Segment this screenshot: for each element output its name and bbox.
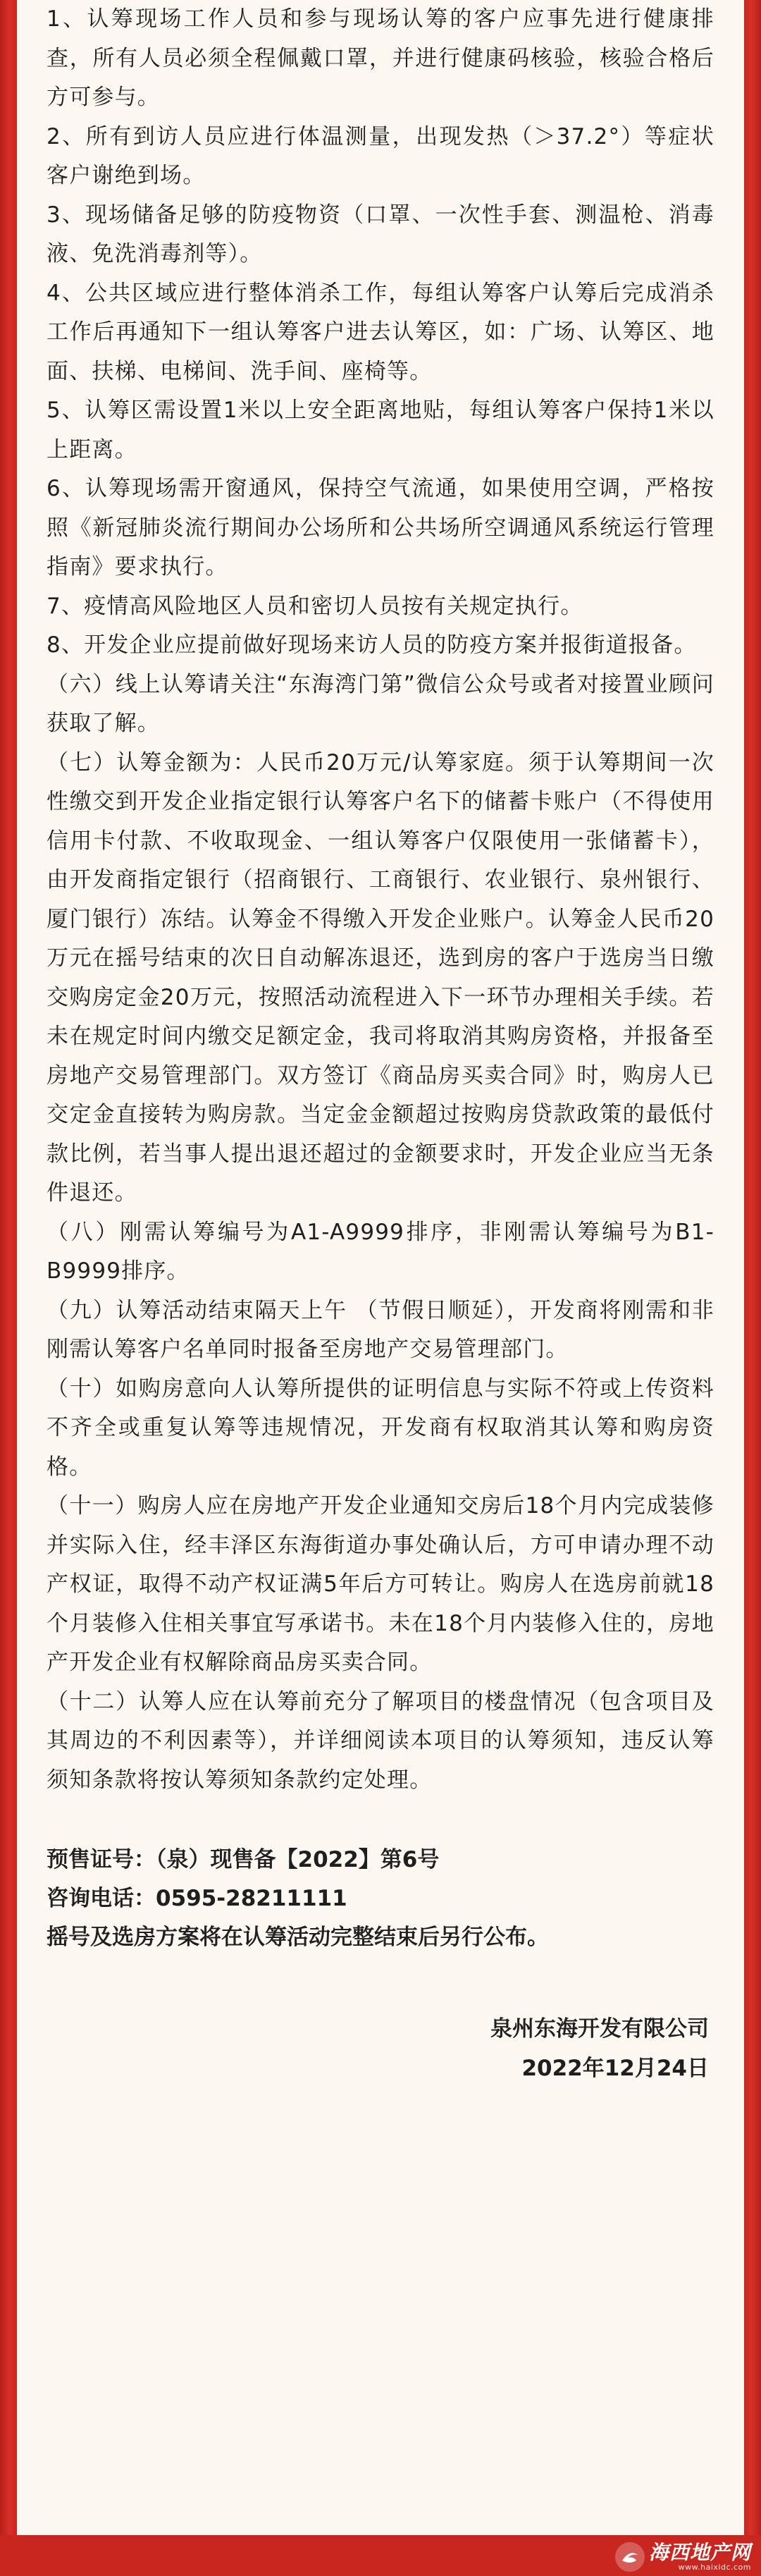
notice-paragraph: 1、认筹现场工作人员和参与现场认筹的客户应事先进行健康排查，所有人员必须全程佩戴口罩，并进行健康码核验，核验合格后方可参与。 <box>47 6 714 110</box>
notice-paragraph: （九）认筹活动结束隔天上午 （节假日顺延），开发商将刚需和非刚需认筹客户名单同时报备至房地产交易管理部门。 <box>47 1297 714 1362</box>
signature-block <box>47 2009 714 2088</box>
watermark-site-name: 海西地产网 <box>648 2541 751 2564</box>
notice-paragraph: （六）线上认筹请关注“东海湾门第”微信公众号或者对接置业顾问获取了解。 <box>47 671 714 736</box>
lottery-notice: 摇号及选房方案将在认筹活动完整结束后另行公布。 <box>47 1925 549 1950</box>
notice-paragraph: 4、公共区域应进行整体消杀工作，每组认筹客户认筹后完成消杀工作后再通知下一组认筹客户进去认筹区，如：广场、认筹区、地面、扶梯、电梯间、洗手间、座椅等。 <box>47 280 714 384</box>
notice-paragraph: 2、所有到访人员应进行体温测量，出现发热（＞37.2°）等症状客户谢绝到场。 <box>47 123 714 188</box>
notice-paragraph: （十）如购房意向人认筹所提供的证明信息与实际不符或上传资料不齐全或重复认筹等违规情况，开发商有权取消其认筹和购房资格。 <box>47 1375 714 1480</box>
notice-paragraph: （十一）购房人应在房地产开发企业通知交房后18个月内完成装修并实际入住，经丰泽区东海街道办事处确认后，方可申请办理不动产权证，取得不动产权证满5年后方可转让。购房人在选房前就18个月装修入住相关事宜写承诺书。未在18个月内装修入住的，房地产开发企业有权解除商品房买卖合同。 <box>47 1493 714 1675</box>
notice-paragraph: （八）刚需认筹编号为A1-A9999排序，非刚需认筹编号为B1-B9999排序。 <box>47 1219 714 1284</box>
contact-info-block <box>47 1841 714 1957</box>
presale-certificate: 预售证号：（泉）现售备【2022】第6号 <box>47 1847 440 1872</box>
notice-paragraph: 7、疫情高风险地区人员和密切人员按有关规定执行。 <box>47 593 583 619</box>
document-paper <box>17 0 744 2535</box>
site-watermark <box>615 2542 751 2572</box>
watermark-logo-icon <box>615 2542 645 2572</box>
notice-paragraph: 8、开发企业应提前做好现场来访人员的防疫方案并报街道报备。 <box>47 632 697 658</box>
notice-paragraph: 5、认筹区需设置1米以上安全距离地贴，每组认筹客户保持1米以上距离。 <box>47 398 714 462</box>
notice-paragraph: （十二）认筹人应在认筹前充分了解项目的楼盘情况（包含项目及其周边的不利因素等），并详细阅读本项目的认筹须知，违反认筹须知条款将按认筹须知条款约定处理。 <box>47 1688 714 1793</box>
watermark-text <box>649 2542 751 2572</box>
watermark-url: www.haixidc.com <box>678 2563 751 2572</box>
notice-paragraph: 3、现场储备足够的防疫物资（口罩、一次性手套、测温枪、消毒液、免洗消毒剂等）。 <box>47 202 714 266</box>
notice-body <box>47 0 714 1800</box>
consult-phone: 咨询电话：0595-28211111 <box>47 1886 347 1911</box>
issue-date: 2022年12月24日 <box>521 2056 709 2081</box>
company-name: 泉州东海开发有限公司 <box>490 2016 709 2042</box>
notice-paragraph: 6、认筹现场需开窗通风，保持空气流通，如果使用空调，严格按照《新冠肺炎流行期间办公场所和公共场所空调通风系统运行管理指南》要求执行。 <box>47 476 714 579</box>
notice-paragraph: （七）认筹金额为：人民币20万元/认筹家庭。须于认筹期间一次性缴交到开发企业指定银行认筹客户名下的储蓄卡账户（不得使用信用卡付款、不收取现金、一组认筹客户仅限使用一张储蓄卡），由开发商指定银行（招商银行、工商银行、农业银行、泉州银行、厦门银行）冻结。认筹金不得缴入开发企业账户。认筹金人民币20万元在摇号结束的次日自动解冻退还，选到房的客户于选房当日缴交购房定金20万元，按照活动流程进入下一环节办理相关手续。若未在规定时间内缴交足额定金，我司将取消其购房资格，并报备至房地产交易管理部门。双方签订《商品房买卖合同》时，购房人已交定金直接转为购房款。当定金金额超过按购房贷款政策的最低付款比例，若当事人提出退还超过的金额要求时，开发企业应当无条件退还。 <box>47 749 714 1206</box>
